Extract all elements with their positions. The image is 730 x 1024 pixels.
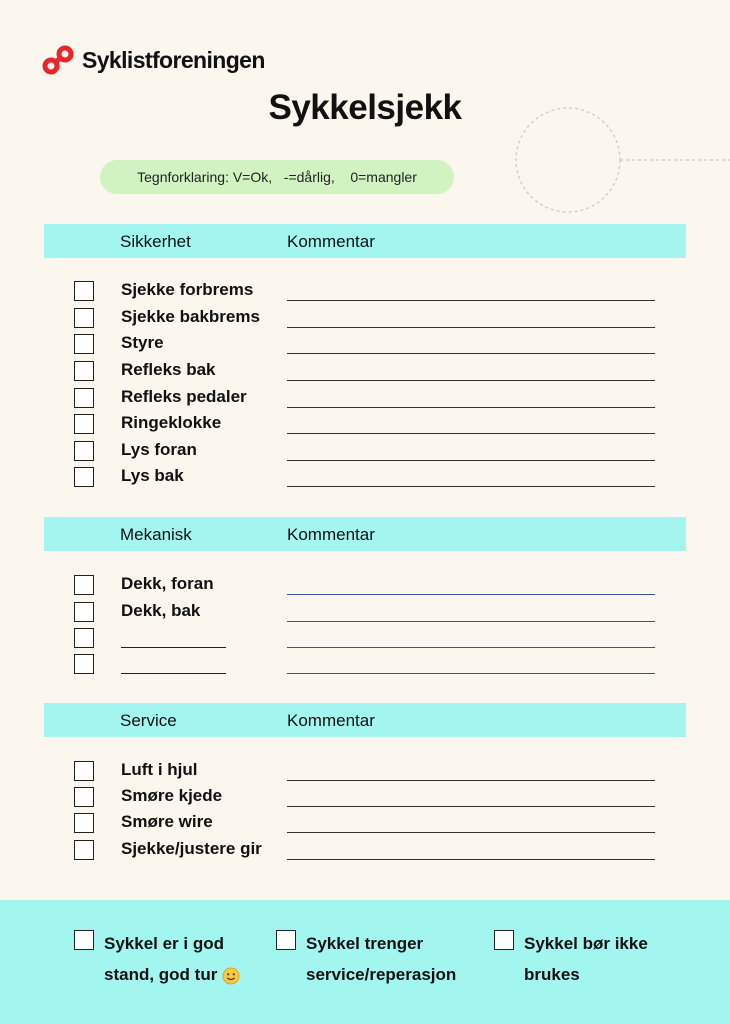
checklist-row	[0, 602, 730, 628]
comment-line[interactable]	[287, 647, 655, 648]
comment-line[interactable]	[287, 433, 655, 434]
comment-line[interactable]	[287, 327, 655, 328]
checklist-row	[0, 361, 730, 387]
comment-line[interactable]	[287, 300, 655, 301]
checklist-row	[0, 813, 730, 839]
comment-line[interactable]	[287, 486, 655, 487]
checkbox[interactable]	[74, 441, 94, 461]
logo-chain-icon	[42, 44, 74, 76]
checkbox[interactable]	[74, 761, 94, 781]
checkbox[interactable]	[74, 840, 94, 860]
logo-text: Syklistforeningen	[82, 46, 265, 73]
checkbox[interactable]	[74, 813, 94, 833]
verdict-text	[104, 928, 240, 990]
checkbox[interactable]	[74, 654, 94, 674]
section-title: Mekanisk	[120, 525, 192, 544]
item-label: Ringeklokke	[121, 413, 222, 432]
comment-line[interactable]	[287, 806, 655, 807]
checklist-row	[0, 628, 730, 654]
checklist-row	[0, 840, 730, 866]
section-title: Sikkerhet	[120, 232, 191, 251]
checklist-row	[0, 787, 730, 813]
item-label: Smøre wire	[121, 812, 213, 831]
comment-line[interactable]	[287, 859, 655, 860]
item-label: Smøre kjede	[121, 786, 223, 805]
section-header-mekanisk	[44, 517, 686, 551]
comment-line[interactable]	[287, 380, 655, 381]
comment-line[interactable]	[287, 353, 655, 354]
smiley-icon	[222, 967, 240, 985]
comment-line[interactable]	[287, 594, 655, 595]
page-title: Sykkelsjekk	[268, 88, 462, 127]
verdict-line: Sykkel bør ikke	[524, 934, 648, 953]
footer-verdict-bar	[0, 900, 730, 1024]
comment-line[interactable]	[287, 832, 655, 833]
checklist-row	[0, 334, 730, 360]
custom-item-blank-line[interactable]	[121, 673, 226, 674]
verdict-text	[524, 928, 648, 990]
checklist-row	[0, 575, 730, 601]
checkbox[interactable]	[276, 930, 296, 950]
comment-line[interactable]	[287, 621, 655, 622]
checkbox[interactable]	[74, 308, 94, 328]
item-label: Styre	[121, 333, 164, 352]
verdict-line: stand, god tur	[104, 959, 240, 990]
checklist-row	[0, 388, 730, 414]
checkbox[interactable]	[74, 628, 94, 648]
comment-line[interactable]	[287, 780, 655, 781]
checkbox[interactable]	[74, 334, 94, 354]
comment-column-label: Kommentar	[287, 711, 375, 730]
checklist-row	[0, 654, 730, 680]
item-label: Sjekke forbrems	[121, 280, 254, 299]
item-label: Refleks bak	[121, 360, 216, 379]
verdict-line: brukes	[524, 965, 580, 984]
item-label: Sjekke bakbrems	[121, 307, 260, 326]
item-label: Lys foran	[121, 440, 197, 459]
checkbox[interactable]	[74, 388, 94, 408]
checklist-row	[0, 308, 730, 334]
legend-pill: Tegnforklaring: V=Ok, -=dårlig, 0=mangler	[100, 160, 454, 194]
item-label: Sjekke/justere gir	[121, 839, 262, 858]
checklist-row	[0, 414, 730, 440]
item-label: Lys bak	[121, 466, 184, 485]
item-label: Dekk, foran	[121, 574, 214, 593]
section-header-service	[44, 703, 686, 737]
checklist-row	[0, 441, 730, 467]
checkbox[interactable]	[74, 602, 94, 622]
verdict-text	[306, 928, 456, 990]
logo	[42, 44, 265, 76]
comment-column-label: Kommentar	[287, 525, 375, 544]
custom-item-blank-line[interactable]	[121, 647, 226, 648]
checkbox[interactable]	[74, 467, 94, 487]
checkbox[interactable]	[74, 281, 94, 301]
comment-column-label: Kommentar	[287, 232, 375, 251]
checkbox[interactable]	[74, 930, 94, 950]
checkbox[interactable]	[74, 414, 94, 434]
comment-line[interactable]	[287, 673, 655, 674]
comment-line[interactable]	[287, 407, 655, 408]
comment-line[interactable]	[287, 460, 655, 461]
checklist-row	[0, 761, 730, 787]
verdict-line: Sykkel er i god	[104, 934, 224, 953]
checkbox[interactable]	[74, 575, 94, 595]
item-label: Dekk, bak	[121, 601, 201, 620]
checkbox[interactable]	[74, 361, 94, 381]
section-header-sikkerhet	[44, 224, 686, 258]
checkbox[interactable]	[494, 930, 514, 950]
checklist-row	[0, 467, 730, 493]
item-label: Luft i hjul	[121, 760, 198, 779]
checklist-row	[0, 281, 730, 307]
verdict-line: service/reperasjon	[306, 965, 457, 984]
item-label: Refleks pedaler	[121, 387, 247, 406]
checkbox[interactable]	[74, 787, 94, 807]
verdict-line: Sykkel trenger	[306, 934, 424, 953]
section-title: Service	[120, 711, 177, 730]
